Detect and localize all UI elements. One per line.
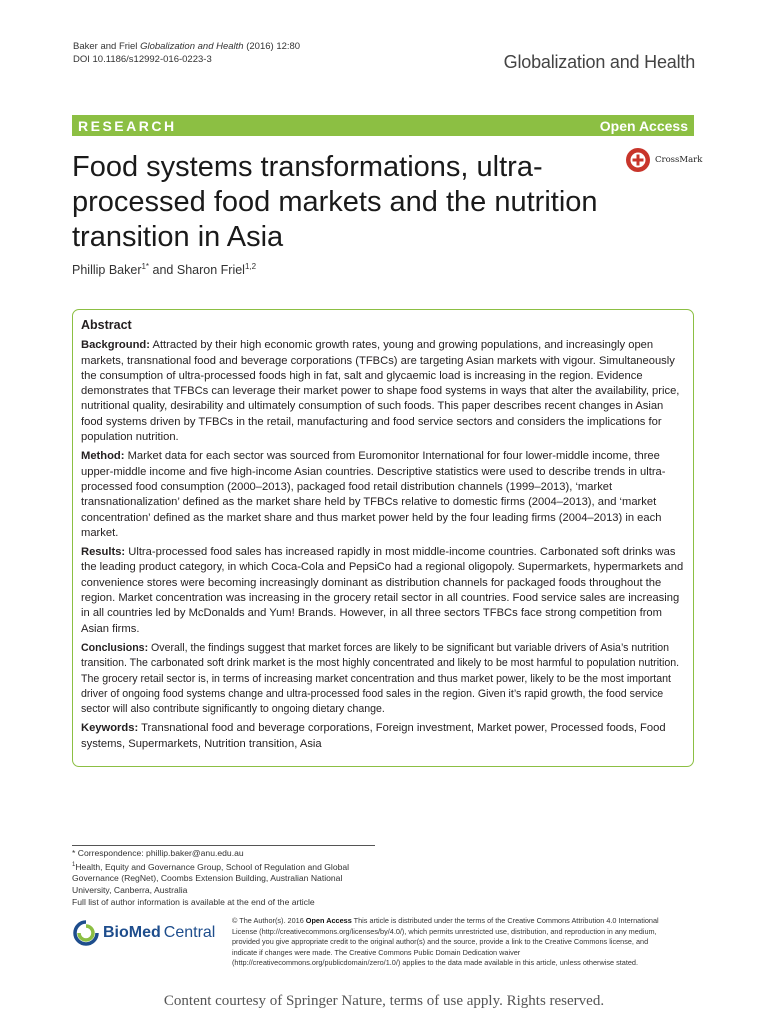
background-label: Background: (81, 339, 150, 352)
publisher-regular: Central (163, 924, 216, 941)
citation-journal: Globalization and Health (140, 41, 244, 52)
method-text: Market data for each sector was sourced from Euromonitor International for four lower-middle income, three upper-middle income and five high-income Asian countries. Descriptive statistics were used to describe trends in ultra-processed food consumption (2000–2013), packaged food retail distribution channels (1999–2013), ‘market transnationalization’ defined as the market share held by TFBCs relative to domestic firms (2004–2013), and ‘market concentration’ defined as the market share and thus market power held by the four leading firms (2004–2013) in each market. (81, 450, 666, 539)
citation-line (73, 40, 300, 53)
correspondence[interactable]: * Correspondence: phillip.baker@anu.edu.au (72, 848, 244, 858)
section-bar (72, 115, 694, 136)
footnote-divider (72, 845, 375, 846)
license-body: This article is distributed under the terms of the Creative Commons Attribution 4.0 International License (http://creativecommons.org/licenses/by/4.0/), which permits unrestricted use, distribution, and reproduction in any medium, provided you give appropriate credit to the original author(s) and the source, provide a link to the Creative Commons license, and indicate if changes were made. The Creative Commons Public Domain Dedication waiver (http://creativecommons.org/publicdomain/zero/1.0/) applies to the data made available in this article, unless otherwise stated. (232, 916, 659, 968)
author-info-note: Full list of author information is available at the end of the article (72, 896, 315, 907)
article-title: Food systems transformations, ultra-processed food markets and the nutrition transition in Asia (72, 151, 598, 253)
courtesy-notice: Content courtesy of Springer Nature, terms of use apply. Rights reserved. (163, 993, 605, 1009)
citation-block (73, 40, 300, 66)
abstract-results (81, 545, 685, 637)
journal-name: Globalization and Health (503, 52, 695, 72)
crossmark-label: CrossMark (655, 155, 703, 165)
citation-authors: Baker and Friel (73, 41, 138, 52)
citation-volume: (2016) 12:80 (243, 41, 301, 52)
results-text: Ultra-processed food sales has increased rapidly in most middle-income countries. Carbonated soft drinks was the leading product category, in which Coca-Cola and PepsiCo had a regional oligopoly. Supermarkets, hypermarkets and convenience stores were becoming increasingly dominant as distribution channels for packaged foods throughout the region. Market concentration was increasing in the grocery retail sector in all countries. Food service sales are increasing in all countries led by McDonalds and Yum! Brands. However, in all three sectors TFBCs face strong competition from Asian firms. (81, 546, 684, 635)
keywords-text: Transnational food and beverage corporations, Foreign investment, Market power, Processed foods, Food systems, Supermarkets, Nutrition transition, Asia (81, 722, 666, 750)
license-text (232, 916, 672, 969)
author-name[interactable]: Phillip Baker (72, 263, 142, 278)
abstract-box (72, 309, 694, 767)
biomed-central-icon (72, 920, 100, 946)
conclusions-label: Conclusions: (81, 641, 149, 654)
author-affiliation-marker: 1* (141, 262, 150, 271)
keywords-label: Keywords: (81, 722, 139, 735)
license-open-access: Open Access (305, 916, 352, 925)
affiliation-text: Health, Equity and Governance Group, School of Regulation and Global Governance (RegNet), Coombs Extension Building, Australian National University, Canberra, Australia (72, 861, 350, 895)
author-conjunction: and (149, 263, 177, 278)
author-name[interactable]: Sharon Friel (176, 263, 245, 278)
license-prefix: © The Author(s). 2016 (232, 916, 306, 925)
abstract-heading: Abstract (81, 318, 132, 332)
method-label: Method: (81, 450, 125, 463)
author-affiliation-marker: 1,2 (244, 262, 257, 271)
section-label: RESEARCH (78, 117, 177, 134)
author-list (72, 262, 256, 277)
results-label: Results: (81, 546, 126, 559)
crossmark-icon (625, 147, 651, 173)
conclusions-text: Overall, the findings suggest that market forces are likely to be significant but variable drivers of Asia’s nutrition transition. The carbonated soft drink market is the most highly concentrated and likely to be most harmful to population nutrition. The grocery retail sector is, in terms of increasing market concentration and thus market power, likely to be the most important driver of ongoing food systems change and ultra-processed food sales in the region. Given it’s rapid growth, the food service sector will also contribute significantly to ongoing dietary change. (81, 641, 680, 716)
publisher-bold: BioMed (103, 924, 161, 941)
abstract-background (81, 338, 685, 445)
doi[interactable]: DOI 10.1186/s12992-016-0223-3 (73, 54, 212, 65)
footnotes (72, 848, 382, 908)
crossmark-badge[interactable] (625, 147, 702, 173)
affiliation-marker: 1 (72, 861, 76, 868)
background-text: Attracted by their high economic growth rates, young and growing populations, and increasingly open markets, transnational food and beverage corporations (TFBCs) are targeting Asian markets with vigour. Simultaneously the consumption of ultra-processed foods high in fat, salt and glycaemic load is increasing in the region. Evidence demonstrates that TFBCs can leverage their market power to shape food systems in ways that alter the availability, price, nutritional quality, desirability and ultimately consumption of such foods. This paper describes recent changes in Asian food systems driven by TFBCs in the retail, manufacturing and food service sectors and considers the implications for population nutrition. (81, 339, 680, 444)
biomed-central-logo[interactable] (72, 920, 215, 946)
open-access-label: Open Access (599, 117, 688, 134)
affiliation (72, 860, 382, 897)
abstract-method (81, 449, 685, 541)
abstract-keywords (81, 721, 685, 752)
abstract-conclusions (81, 641, 685, 717)
